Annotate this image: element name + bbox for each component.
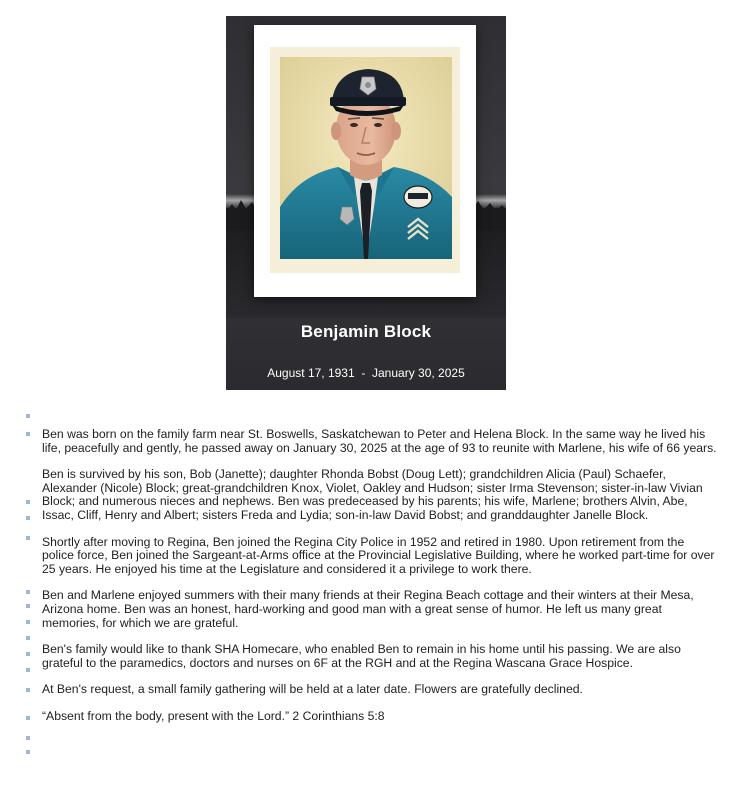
margin-bullet <box>26 620 30 624</box>
margin-bullet <box>26 414 30 418</box>
date-separator: - <box>361 366 366 380</box>
margin-bullet <box>26 590 30 594</box>
margin-bullet <box>26 652 30 656</box>
margin-bullet <box>26 736 30 740</box>
deceased-name: Benjamin Block <box>300 322 432 341</box>
margin-bullet <box>26 432 30 436</box>
closing-scripture-quote: “Absent from the body, present with the Lord.” 2 Corinthians 5:8 <box>42 708 385 723</box>
obituary-paragraph-birth: Ben was born on the family farm near St. Boswells, Saskatchewan to Peter and Helena Block. In the same way he lived his life, peacefully and gently, he passed away on January 30, 2025 at the age of 93 to reunite with Marlene, his wife of 66 years. <box>42 427 717 455</box>
photo-frame <box>254 25 476 297</box>
margin-bullet <box>26 636 30 640</box>
portrait-photo <box>280 57 452 259</box>
margin-bullet <box>26 716 30 720</box>
obituary-paragraph-gathering: At Ben's request, a small family gathering will be held at a later date. Flowers are gratefully declined. <box>42 682 583 697</box>
margin-bullet <box>26 750 30 754</box>
obituary-body <box>42 428 718 737</box>
margin-bullet <box>26 604 30 608</box>
obituary-paragraph-survived-by: Ben is survived by his son, Bob (Janette); daughter Rhonda Bobst (Doug Lett); grandchildren Alicia (Paul) Schaefer, Alexander (Nicole) Block; great-grandchildren Knox, Violet, Oakley and Hudson; sister Irma Stevenson; sister-in-law Vivian Block; and numerous nieces and nephews. Ben was predeceased by his parents; his wife, Marlene; brothers Alvin, Abe, Issac, Cliff, Henry and Albert; sisters Freda and Lydia; son-in-law David Bobst; and granddaughter Janelle Block. <box>42 467 703 522</box>
margin-bullet <box>26 668 30 672</box>
photo-mat <box>270 47 460 273</box>
birth-date: August 17, 1931 <box>267 366 355 380</box>
margin-bullet <box>26 500 30 504</box>
life-dates <box>226 366 506 380</box>
death-date: January 30, 2025 <box>372 366 465 380</box>
police-officer-portrait <box>280 57 452 259</box>
margin-bullet <box>26 516 30 520</box>
obituary-paragraph-career: Shortly after moving to Regina, Ben joined the Regina City Police in 1952 and retired in 1980. Upon retirement from the police force, Ben joined the Sargeant-at-Arms office at the Provincial Legislative Building, where he worked part-time for over 25 years. He enjoyed his time at the Legislature and considered it a privilege to work there. <box>42 534 715 576</box>
obituary-paragraph-memories: Ben and Marlene enjoyed summers with their many friends at their Regina Beach cottage and their winters at their Mesa, Arizona home. Ben was an honest, hard-working and good man with a great sense of humor. He left us many great memories, for which we are grateful. <box>42 588 694 630</box>
margin-bullet <box>26 536 30 540</box>
memorial-card <box>226 16 506 390</box>
obituary-paragraph-thanks: Ben's family would like to thank SHA Homecare, who enabled Ben to remain in his home until his passing. We are also grateful to the paramedics, doctors and nurses on 6F at the RGH and at the Regina Wascana Grace Hospice. <box>42 642 681 670</box>
margin-bullet <box>26 688 30 692</box>
